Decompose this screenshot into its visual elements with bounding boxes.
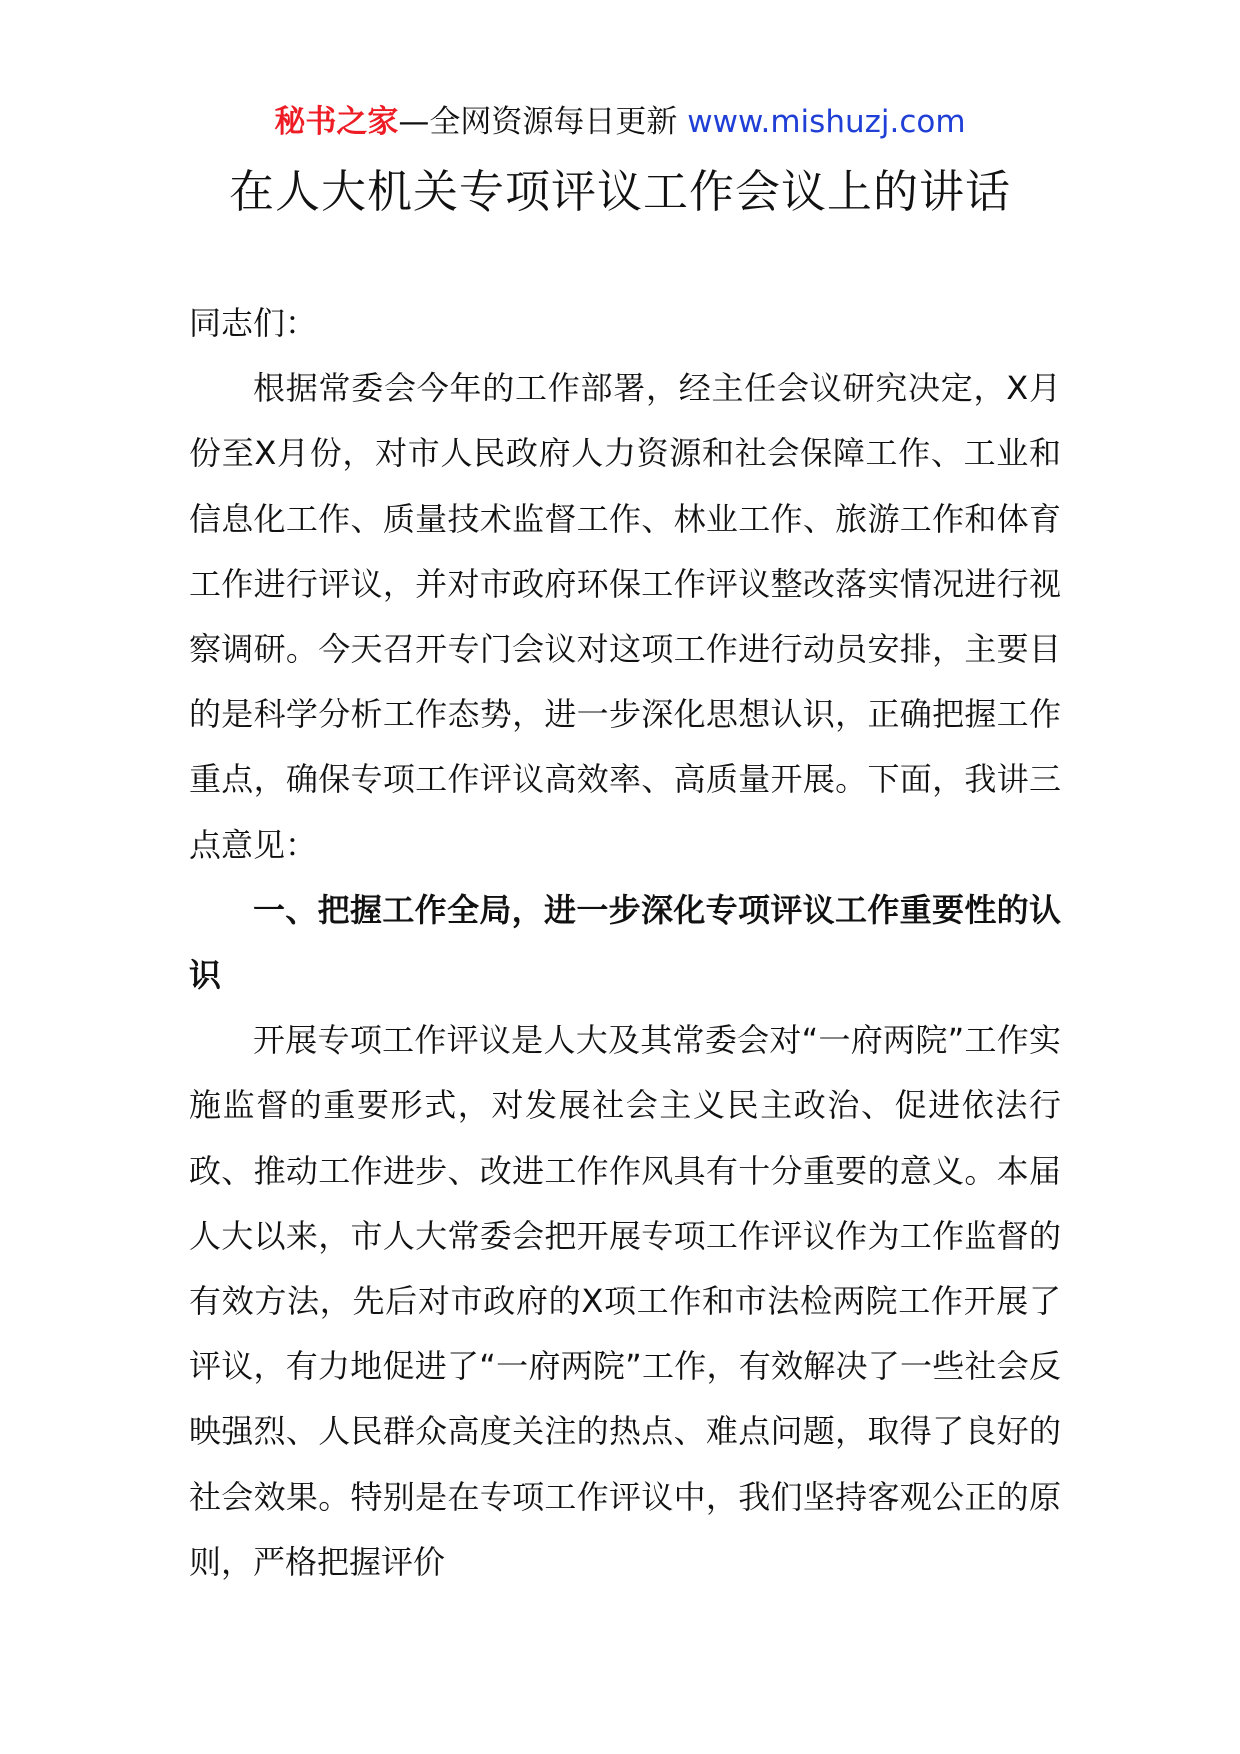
site-url-link[interactable]: www.mishuzj.com — [687, 104, 966, 140]
document-title: 在人大机关专项评议工作会议上的讲话 — [228, 165, 1011, 218]
brand-name: 秘书之家 — [274, 104, 399, 140]
salutation: 同志们： — [189, 304, 318, 342]
section-1-paragraph: 开展专项工作评议是人大及其常委会对“一府两院”工作实施监督的重要形式，对发展社会主义民主政治、促进依法行政、推动工作进步、改进工作作风具有十分重要的意义。本届人大以来，市人大常委会把开展专项工作评议作为工作监督的有效方法，先后对市政府的X项工作和市法检两院工作开展了评议，有力地促进了“一府两院”工作，有效解决了一些社会反映强烈、人民群众高度关注的热点、难点问题，取得了良好的社会效果。特别是在专项工作评议中，我们坚持客观公正的原则，严格把握评价 — [189, 1021, 1061, 1581]
section-heading-1: 一、把握工作全局，进一步深化专项评议工作重要性的认识 — [189, 890, 1061, 995]
intro-paragraph: 根据常委会今年的工作部署，经主任会议研究决定，X月份至X月份，对市人民政府人力资源和社会保障工作、工业和信息化工作、质量技术监督工作、林业工作、旅游工作和体育工作进行评议，并对市政府环保工作评议整改落实情况进行视察调研。今天召开专门会议对这项工作进行动员安排，主要目的是科学分析工作态势，进一步深化思想认识，正确把握工作重点，确保专项工作评议高效率、高质量开展。下面，我讲三点意见： — [189, 369, 1061, 864]
banner-tagline: —全网资源每日更新 — [398, 104, 688, 140]
site-banner — [0, 100, 1240, 144]
document-body — [189, 291, 1061, 1595]
